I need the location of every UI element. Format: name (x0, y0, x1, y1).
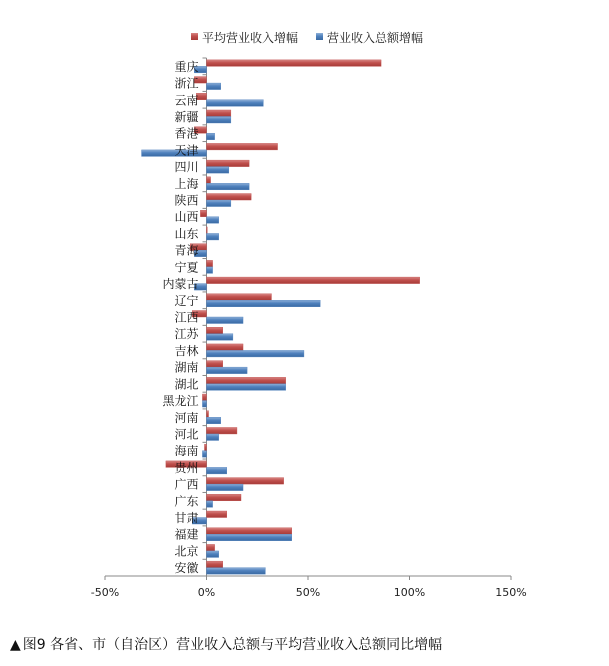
bar-total-revenue-growth-29 (207, 551, 219, 558)
x-tick-label: 150% (495, 586, 527, 599)
category-label: 香港 (174, 126, 199, 141)
bar-total-revenue-growth-26 (207, 501, 213, 508)
category-label: 山西 (174, 210, 199, 225)
bar-avg-revenue-growth-30 (207, 561, 223, 568)
category-label: 河南 (174, 410, 199, 425)
bar-total-revenue-growth-10 (207, 233, 219, 240)
category-label: 海南 (174, 444, 199, 459)
bar-total-revenue-growth-3 (207, 116, 231, 123)
category-label: 北京 (174, 544, 199, 559)
category-label: 辽宁 (174, 293, 199, 308)
category-label: 江西 (174, 310, 199, 325)
bar-avg-revenue-growth-3 (207, 110, 231, 117)
bar-total-revenue-growth-30 (207, 568, 266, 575)
bar-avg-revenue-growth-23 (204, 444, 206, 451)
bar-avg-revenue-growth-18 (207, 361, 223, 368)
bar-total-revenue-growth-28 (207, 534, 292, 541)
category-label: 广西 (174, 477, 199, 492)
category-label: 江苏 (174, 327, 199, 342)
triangle-icon: ▲ (10, 637, 21, 653)
bar-avg-revenue-growth-27 (207, 511, 227, 517)
bar-total-revenue-growth-1 (207, 83, 221, 90)
category-label: 湖北 (174, 377, 199, 392)
bar-total-revenue-growth-18 (207, 367, 248, 374)
bar-total-revenue-growth-15 (207, 317, 244, 324)
bar-total-revenue-growth-6 (207, 167, 229, 174)
bar-total-revenue-growth-12 (207, 267, 213, 274)
bar-avg-revenue-growth-28 (207, 528, 292, 535)
category-label: 陕西 (174, 193, 199, 208)
legend-label-avg-revenue-growth: 平均营业收入增幅 (202, 31, 299, 45)
category-label: 上海 (174, 176, 199, 191)
category-label: 贵州 (174, 460, 199, 475)
bar-avg-revenue-growth-5 (207, 143, 278, 150)
bar-avg-revenue-growth-6 (207, 160, 250, 167)
category-label: 黑龙江 (162, 394, 199, 409)
bar-total-revenue-growth-17 (207, 350, 304, 357)
bar-avg-revenue-growth-10 (207, 227, 208, 234)
bar-total-revenue-growth-2 (207, 100, 264, 107)
category-label: 浙江 (174, 76, 199, 91)
category-label: 山东 (174, 226, 199, 241)
category-label: 新疆 (174, 109, 199, 124)
category-label: 安徽 (174, 561, 199, 576)
bar-total-revenue-growth-21 (207, 417, 221, 424)
category-label: 河北 (174, 427, 199, 442)
bar-avg-revenue-growth-12 (207, 260, 213, 267)
bar-avg-revenue-growth-21 (207, 411, 209, 418)
figure-caption (10, 634, 442, 654)
bar-avg-revenue-growth-26 (207, 494, 242, 501)
plot-area (91, 58, 527, 599)
legend-swatch-avg-revenue-growth (191, 33, 198, 40)
category-label: 青海 (174, 243, 199, 258)
bar-avg-revenue-growth-22 (207, 427, 237, 434)
bar-avg-revenue-growth-17 (207, 344, 244, 351)
category-label: 宁夏 (174, 260, 199, 275)
bar-avg-revenue-growth-8 (207, 194, 252, 201)
category-label: 云南 (174, 93, 199, 108)
category-label: 天津 (174, 143, 199, 158)
bar-total-revenue-growth-23 (202, 451, 206, 458)
category-label: 重庆 (174, 59, 199, 74)
bar-avg-revenue-growth-16 (207, 327, 223, 334)
bar-total-revenue-growth-7 (207, 183, 250, 190)
bar-total-revenue-growth-19 (207, 384, 286, 391)
bar-avg-revenue-growth-19 (207, 377, 286, 384)
bar-avg-revenue-growth-25 (207, 478, 284, 485)
bar-total-revenue-growth-20 (202, 401, 206, 408)
x-tick-label: 50% (295, 586, 321, 599)
bar-total-revenue-growth-9 (207, 217, 219, 224)
bar-total-revenue-growth-16 (207, 334, 233, 341)
bar-avg-revenue-growth-20 (202, 394, 206, 401)
x-tick-label: 0% (197, 586, 216, 599)
bar-total-revenue-growth-22 (207, 434, 219, 441)
category-label: 内蒙古 (162, 277, 199, 292)
category-label: 湖南 (174, 360, 199, 375)
bar-avg-revenue-growth-9 (200, 210, 206, 217)
bar-avg-revenue-growth-13 (207, 277, 420, 284)
legend-swatch-total-revenue-growth (316, 33, 323, 40)
bar-avg-revenue-growth-29 (207, 544, 215, 551)
bar-avg-revenue-growth-14 (207, 294, 272, 301)
legend (191, 30, 423, 45)
category-label: 福建 (174, 527, 199, 542)
bar-total-revenue-growth-4 (207, 133, 215, 140)
bar-total-revenue-growth-24 (207, 467, 227, 474)
bar-avg-revenue-growth-0 (207, 60, 382, 67)
bar-total-revenue-growth-8 (207, 200, 231, 207)
caption-text: 图9 各省、市（自治区）营业收入总额与平均营业收入总额同比增幅 (22, 637, 443, 653)
category-label: 吉林 (174, 343, 199, 358)
bar-total-revenue-growth-14 (207, 300, 321, 307)
legend-label-total-revenue-growth: 营业收入总额增幅 (327, 31, 424, 45)
category-label: 甘肃 (174, 511, 199, 526)
x-tick-label: 100% (393, 586, 426, 599)
bar-avg-revenue-growth-7 (207, 177, 211, 184)
bar-total-revenue-growth-25 (207, 484, 244, 491)
category-label: 四川 (174, 160, 199, 175)
x-tick-label: -50% (90, 586, 120, 599)
category-label: 广东 (174, 494, 199, 509)
